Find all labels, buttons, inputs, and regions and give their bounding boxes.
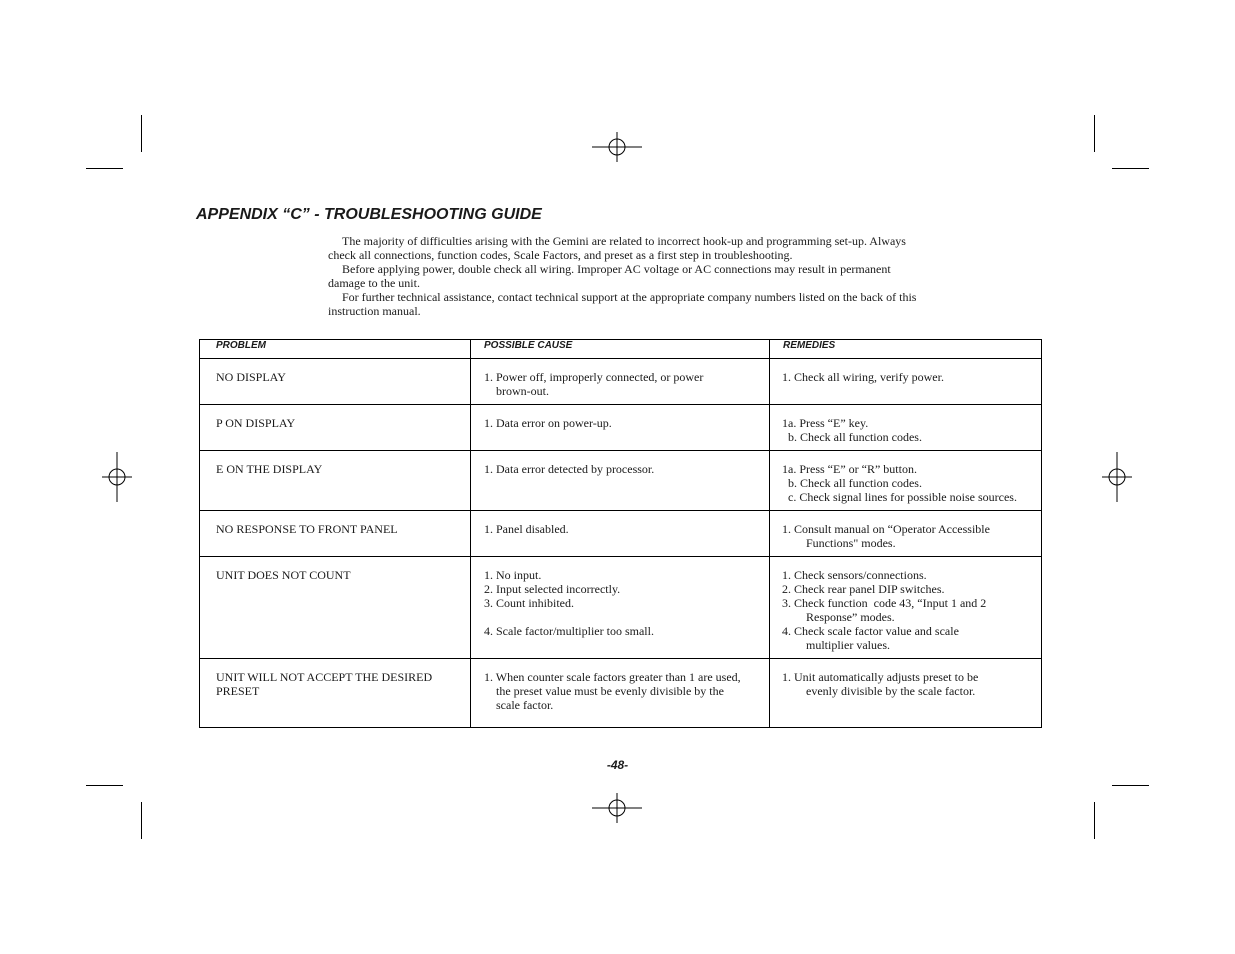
column-header-problem: PROBLEM <box>200 340 471 359</box>
intro-paragraph: Before applying power, double check all wiring. Improper AC voltage or AC connections may result in permanent damage to the unit. <box>328 262 891 290</box>
crop-mark <box>1094 802 1095 839</box>
crosshair-registration-icon <box>92 452 142 502</box>
cause-cell-line <box>484 610 761 624</box>
crop-mark <box>86 168 123 169</box>
problem-cell-line: NO DISPLAY <box>216 370 286 384</box>
remedy-cell-line: 1a. Press “E” or “R” button. <box>782 462 917 476</box>
problem-cell-line: NO RESPONSE TO FRONT PANEL <box>216 522 398 536</box>
remedy-cell-line: 4. Check scale factor value and scale <box>782 624 959 638</box>
problem-cell-line: P ON DISPLAY <box>216 416 296 430</box>
problem-cell <box>200 405 471 451</box>
page-title: APPENDIX “C” - TROUBLESHOOTING GUIDE <box>196 206 542 223</box>
intro-paragraph: For further technical assistance, contact technical support at the appropriate company numbers listed on the back of this instruction manual. <box>328 290 917 318</box>
crop-mark <box>1112 168 1149 169</box>
table-row <box>200 451 1042 511</box>
remedy-cell-line: b. Check all function codes. <box>782 430 922 444</box>
cause-cell-line: 1. Data error detected by processor. <box>484 462 655 476</box>
cause-cell-line: 1. Panel disabled. <box>484 522 569 536</box>
cause-cell <box>471 659 770 728</box>
cause-cell-line: 1. Power off, improperly connected, or power <box>484 370 704 384</box>
column-header-cause: POSSIBLE CAUSE <box>471 340 770 359</box>
cause-cell <box>471 405 770 451</box>
table-header-row <box>200 340 1042 359</box>
remedy-cell-line: 2. Check rear panel DIP switches. <box>782 582 945 596</box>
remedy-cell-line: 1. Check all wiring, verify power. <box>782 370 944 384</box>
problem-cell-line: PRESET <box>216 684 260 698</box>
table-row <box>200 557 1042 659</box>
remedy-cell-line: 3. Check function code 43, “Input 1 and 2 <box>782 596 987 610</box>
crop-mark <box>141 802 142 839</box>
crop-mark <box>141 115 142 152</box>
cause-cell-line: 1. Data error on power-up. <box>484 416 612 430</box>
remedy-cell-line: multiplier values. <box>782 638 890 652</box>
cause-cell-line: scale factor. <box>484 698 554 712</box>
cause-cell <box>471 451 770 511</box>
remedy-cell <box>770 557 1042 659</box>
crosshair-registration-icon <box>592 122 642 172</box>
remedy-cell-line: 1a. Press “E” key. <box>782 416 869 430</box>
remedy-cell-line: 1. Check sensors/connections. <box>782 568 927 582</box>
problem-cell <box>200 511 471 557</box>
remedy-cell <box>770 405 1042 451</box>
column-header-remedies: REMEDIES <box>770 340 1042 359</box>
table-row <box>200 659 1042 728</box>
table-row <box>200 405 1042 451</box>
crosshair-registration-icon <box>592 783 642 833</box>
table-row <box>200 359 1042 405</box>
cause-cell <box>471 511 770 557</box>
cause-cell <box>471 359 770 405</box>
crop-mark <box>86 785 123 786</box>
cause-cell-line: the preset value must be evenly divisible by the <box>484 684 724 698</box>
problem-cell-line: UNIT DOES NOT COUNT <box>216 568 351 582</box>
cause-cell-line: brown-out. <box>484 384 549 398</box>
remedy-cell-line: Functions" modes. <box>782 536 896 550</box>
remedy-cell-line: c. Check signal lines for possible noise sources. <box>782 490 1017 504</box>
remedy-cell <box>770 359 1042 405</box>
crop-mark <box>1094 115 1095 152</box>
cause-cell-line: 1. When counter scale factors greater than 1 are used, <box>484 670 741 684</box>
remedy-cell <box>770 511 1042 557</box>
problem-cell <box>200 451 471 511</box>
problem-cell <box>200 659 471 728</box>
problem-cell <box>200 557 471 659</box>
crop-mark <box>1112 785 1149 786</box>
problem-cell <box>200 359 471 405</box>
table-row <box>200 511 1042 557</box>
problem-cell-line: E ON THE DISPLAY <box>216 462 323 476</box>
cause-cell-line: 2. Input selected incorrectly. <box>484 582 621 596</box>
remedy-cell-line: 1. Consult manual on “Operator Accessible <box>782 522 990 536</box>
cause-cell <box>471 557 770 659</box>
remedy-cell <box>770 659 1042 728</box>
cause-cell-line: 1. No input. <box>484 568 542 582</box>
remedy-cell-line: evenly divisible by the scale factor. <box>782 684 976 698</box>
page-number: -48- <box>606 758 629 772</box>
remedy-cell-line: b. Check all function codes. <box>782 476 922 490</box>
remedy-cell-line: 1. Unit automatically adjusts preset to be <box>782 670 979 684</box>
cause-cell-line: 4. Scale factor/multiplier too small. <box>484 624 654 638</box>
remedy-cell <box>770 451 1042 511</box>
remedy-cell-line: Response” modes. <box>782 610 895 624</box>
troubleshooting-table <box>199 339 1042 728</box>
problem-cell-line: UNIT WILL NOT ACCEPT THE DESIRED <box>216 670 433 684</box>
cause-cell-line: 3. Count inhibited. <box>484 596 574 610</box>
intro-paragraph: The majority of difficulties arising with the Gemini are related to incorrect hook-up and programming set-up. Always check all connections, function codes, Scale Factors, and preset as a first step in troubleshooting. <box>328 234 906 262</box>
intro-text <box>328 234 926 318</box>
crosshair-registration-icon <box>1092 452 1142 502</box>
